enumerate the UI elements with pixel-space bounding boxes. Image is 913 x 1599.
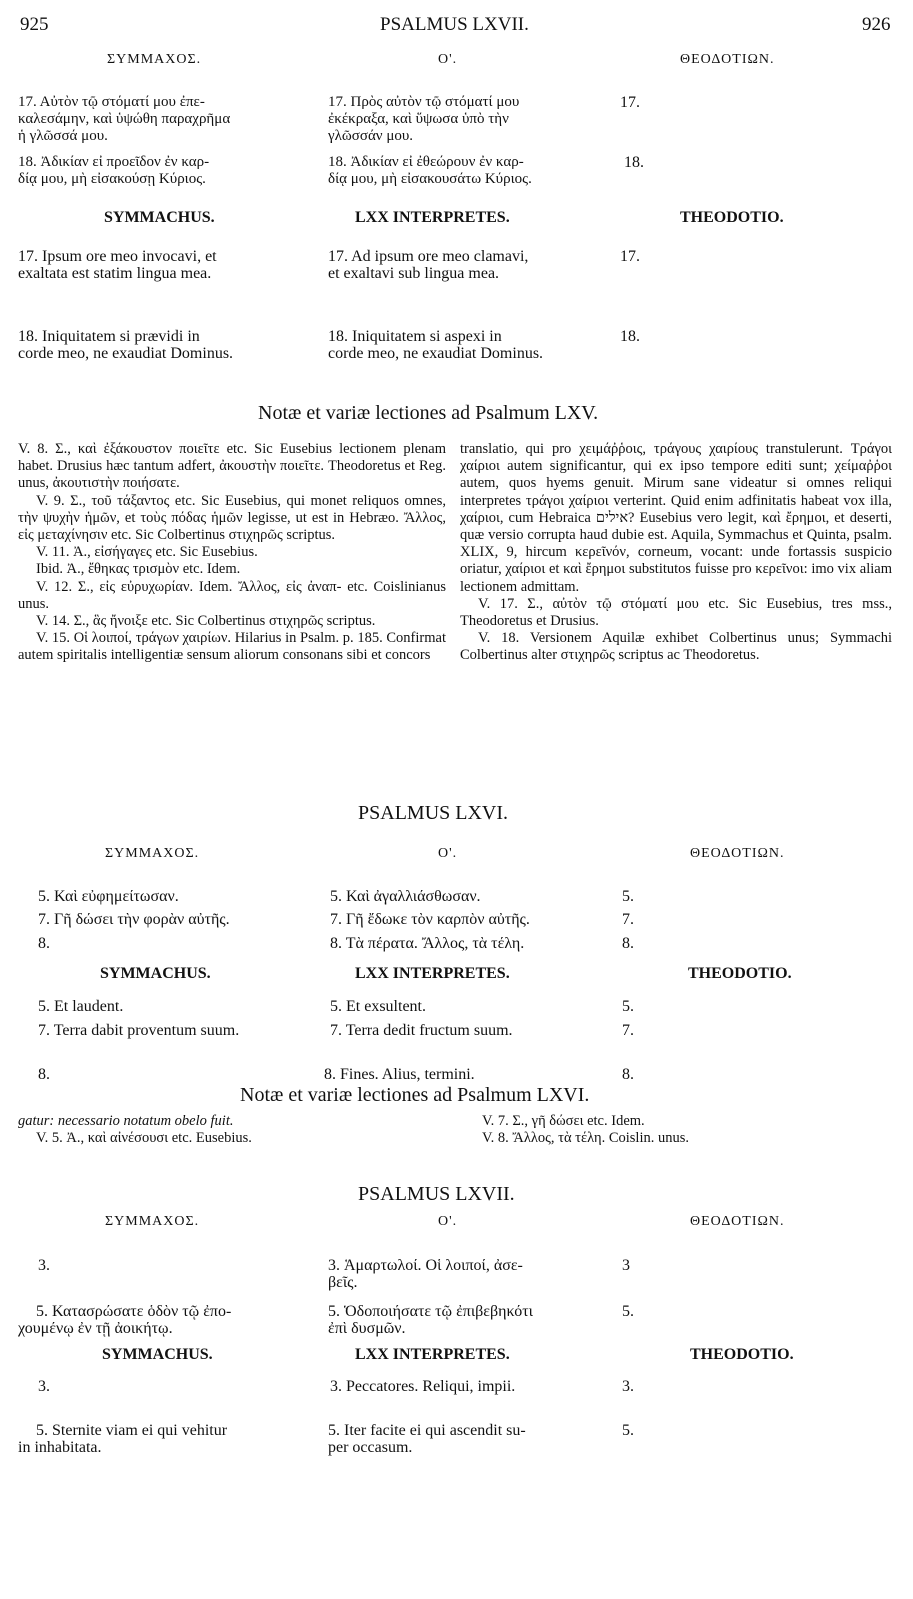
notes65-title: Notæ et variæ lectiones ad Psalmum LXV.: [258, 402, 599, 424]
col-head-lxx-gr: Ο'.: [438, 52, 458, 67]
col-head-symmachus-gr: ΣΥΜΜΑΧΟΣ.: [105, 846, 200, 861]
ps66-gr-5-theodotion: 5.: [622, 888, 634, 905]
ps66-lat-7-lxx: 7. Terra dedit fructum suum.: [330, 1022, 513, 1039]
ps65-gr-17-theodotion: 17.: [620, 94, 640, 111]
ps65-lat-18-theodotio: 18.: [620, 328, 640, 345]
ps66-gr-7-symmachus: 7. Γῆ δώσει τὴν φορὰν αὐτῆς.: [38, 911, 230, 928]
col-head-theodotio-lat: THEODOTIO.: [688, 965, 792, 982]
col-head-lxx-lat: LXX INTERPRETES.: [355, 965, 510, 982]
notes65-left-para: V. 12. Σ., εἰς εὐρυχωρίαν. Idem. Ἄλλος, εἰς ἀναπ- etc. Coislinianus unus.: [18, 578, 446, 612]
ps67-lat-3-lxx: 3. Peccatores. Reliqui, impii.: [330, 1378, 516, 1395]
notes66-left-column: [18, 1113, 458, 1147]
col-head-lxx-lat: LXX INTERPRETES.: [355, 1346, 510, 1363]
ps66-lat-5-symmachus: 5. Et laudent.: [38, 998, 124, 1015]
ps67-lat-5-theodotio: 5.: [622, 1422, 634, 1439]
notes65-right-para: translatio, qui pro χειμάῤῥοις, τράγους χαιρίους transtulerunt. Τράγοι χαίριοι autem significantur, qui ex ipso tempore editi sunt; χείμαῤῥοι autem, quos hyems genuit. Mirum sane videatur si omnes reliqui interpretes τράγοι χαίριοι verterint. Quid enim adfinitatis habeat vox illa, χαίριοι, cum Hebraica אילים? Eusebius vero legit, καὶ ἔρημοι, et deserti, quæ versio corrupta haud dubie est. Aquila, Symmachus et Quinta, psalm. XLIX, 9, hircum κερεῖνόν, corneum, vocant: unde fortassis suspicio oriatur, χαίριοι et καὶ ἔρημοι substitutos fuisse pro κερεῖνοι: imo vix aliam lectionem admittam.: [460, 441, 893, 595]
notes66-left-para: gatur: necessario notatum obelo fuit.: [18, 1113, 234, 1129]
ps66-gr-8-lxx: 8. Τὰ πέρατα. Ἄλλος, τὰ τέλη.: [330, 935, 525, 952]
ps65-lat-17-lxx: 17. Ad ipsum ore meo clamavi, et exaltavi sub lingua mea.: [328, 248, 529, 282]
notes65-right-column: [460, 441, 892, 665]
ps67-lat-3-symmachus: 3.: [38, 1378, 50, 1395]
notes65-left-column: [18, 441, 446, 665]
ps66-gr-8-symmachus: 8.: [38, 935, 50, 952]
notes65-left-para: V. 8. Σ., καὶ ἐξάκουστον ποιεῖτε etc. Sic Eusebius lectionem plenam habet. Drusius hæc tantum adfert, ἀκουστὴν ποιεῖτε. Theodoretus et Reg. unus, ἀκουτιστὴν ποιήσατε.: [18, 441, 446, 492]
ps67-lat-5-lxx: 5. Iter facite ei qui ascendit su- per occasum.: [328, 1422, 526, 1456]
col-head-lxx-gr: Ο'.: [438, 1214, 458, 1229]
page-number-right: 926: [862, 14, 891, 35]
ps67-gr-5-symmachus: 5. Κατασρώσατε ὁδὸν τῷ ἐπο- χουμένῳ ἐν τῇ ἀοικήτῳ.: [18, 1303, 232, 1337]
notes65-right-para: V. 18. Versionem Aquilæ exhibet Colbertinus unus; Symmachi Colbertinus alter στιχηρῶς scriptus ac Theodoretus.: [460, 630, 892, 664]
ps67-lat-5-symmachus: 5. Sternite viam ei qui vehitur in inhabitata.: [18, 1422, 228, 1456]
col-head-theodotio-lat: THEODOTIO.: [680, 209, 784, 226]
ps65-gr-18-theodotion: 18.: [624, 154, 644, 171]
ps65-gr-18-symmachus: 18. Ἀδικίαν εἰ προεῖδον ἐν καρ- δίᾳ μου, μὴ εἰσακούσῃ Κύριος.: [18, 154, 210, 187]
col-head-symmachus-gr: ΣΥΜΜΑΧΟΣ.: [107, 52, 202, 67]
notes65-left-para: V. 15. Οἱ λοιποί, τράγων χαιρίων. Hilarius in Psalm. p. 185. Confirmat autem spiritalis intelligentiæ sensum aliorum consonans sibi et concors: [18, 630, 446, 664]
ps66-lat-7-symmachus: 7. Terra dabit proventum suum.: [38, 1022, 240, 1039]
ps67-gr-3-lxx: 3. Ἁμαρτωλοί. Οἱ λοιποί, ἀσε- βεῖς.: [328, 1257, 523, 1291]
col-head-symmachus-lat: SYMMACHUS.: [102, 1346, 213, 1363]
ps65-gr-18-lxx: 18. Ἀδικίαν εἰ ἐθεώρουν ἐν καρ- δίᾳ μου, μὴ εἰσακουσάτω Κύριος.: [328, 154, 532, 187]
col-head-theodotion-gr: ΘΕΟΔΟΤΙΩΝ.: [680, 52, 775, 67]
col-head-theodotion-gr: ΘΕΟΔΟΤΙΩΝ.: [690, 846, 785, 861]
ps65-gr-17-symmachus: 17. Αὐτὸν τῷ στόματί μου ἐπε- καλεσάμην, καὶ ὑψώθη παραχρῆμα ἡ γλῶσσά μου.: [18, 94, 231, 144]
ps66-gr-5-symmachus: 5. Καὶ εὐφημείτωσαν.: [38, 888, 179, 905]
col-head-lxx-lat: LXX INTERPRETES.: [355, 209, 510, 226]
ps66-lat-8-theodotio: 8.: [622, 1066, 634, 1083]
col-head-theodotion-gr: ΘΕΟΔΟΤΙΩΝ.: [690, 1214, 785, 1229]
ps67-gr-3-symmachus: 3.: [38, 1257, 50, 1274]
col-head-symmachus-lat: SYMMACHUS.: [100, 965, 211, 982]
notes65-left-para: V. 14. Σ., ἃς ἤνοιξε etc. Sic Colbertinus στιχηρῶς scriptus.: [36, 613, 376, 630]
ps66-lat-5-theodotio: 5.: [622, 998, 634, 1015]
ps67-gr-5-lxx: 5. Ὁδοποιήσατε τῷ ἐπιβεβηκότι ἐπὶ δυσμῶν.: [328, 1303, 533, 1337]
notes65-left-para: V. 11. Ἀ., εἰσήγαγες etc. Sic Eusebius.: [36, 544, 258, 561]
ps67-lat-3-theodotio: 3.: [622, 1378, 634, 1395]
notes66-right-column: [482, 1113, 892, 1147]
ps66-lat-8-symmachus: 8.: [38, 1066, 50, 1083]
notes65-right-para: V. 17. Σ., αὐτὸν τῷ στόματί μου etc. Sic Eusebius, tres mss., Theodoretus et Drusius.: [460, 595, 892, 630]
notes65-left-para: Ibid. Ἀ., ἔθηκας τρισμὸν etc. Idem.: [36, 561, 241, 578]
col-head-symmachus-lat: SYMMACHUS.: [104, 209, 215, 226]
ps65-lat-18-lxx: 18. Iniquitatem si aspexi in corde meo, ne exaudiat Dominus.: [328, 328, 544, 362]
ps66-gr-7-theodotion: 7.: [622, 911, 634, 928]
ps66-gr-8-theodotion: 8.: [622, 935, 634, 952]
ps67-gr-5-theodotion: 5.: [622, 1303, 634, 1320]
ps66-lat-8-lxx: 8. Fines. Alius, termini.: [324, 1066, 475, 1083]
ps65-lat-17-symmachus: 17. Ipsum ore meo invocavi, et exaltata est statim lingua mea.: [18, 248, 217, 282]
page-number-left: 925: [20, 14, 49, 35]
col-head-lxx-gr: Ο'.: [438, 846, 458, 861]
ps65-lat-17-theodotio: 17.: [620, 248, 640, 265]
psalm67-title: PSALMUS LXVII.: [358, 1183, 515, 1205]
ps65-lat-18-symmachus: 18. Iniquitatem si prævidi in corde meo, ne exaudiat Dominus.: [18, 328, 234, 362]
ps67-gr-3-theodotion: 3: [622, 1257, 630, 1274]
running-title: PSALMUS LXVII.: [380, 14, 529, 35]
psalm66-title: PSALMUS LXVI.: [358, 802, 509, 824]
notes66-right-para: V. 7. Σ., γῆ δώσει etc. Idem.: [482, 1113, 645, 1129]
ps66-lat-5-lxx: 5. Et exsultent.: [330, 998, 426, 1015]
col-head-symmachus-gr: ΣΥΜΜΑΧΟΣ.: [105, 1214, 200, 1229]
notes66-title: Notæ et variæ lectiones ad Psalmum LXVI.: [240, 1084, 590, 1106]
notes66-left-para: V. 5. Ἀ., καὶ αἰνέσουσι etc. Eusebius.: [36, 1130, 252, 1147]
notes65-left-para: V. 9. Σ., τοῦ τάξαντος etc. Sic Eusebius, qui monet reliquos omnes, τὴν ψυχὴν ἡμῶν, et τοὺς πόδας ἡμῶν legisse, ut est in Hebræo. Ἄλλος, εἰς μεταχίνησιν etc. Sic Colbertinus στιχηρῶς scriptus.: [18, 492, 446, 544]
ps66-gr-5-lxx: 5. Καὶ ἀγαλλιάσθωσαν.: [330, 888, 481, 905]
ps65-gr-17-lxx: 17. Πρὸς αὐτὸν τῷ στόματί μου ἐκέκραξα, καὶ ὕψωσα ὑπὸ τὴν γλῶσσάν μου.: [328, 94, 520, 144]
notes66-right-para: V. 8. Ἄλλος, τὰ τέλη. Coislin. unus.: [482, 1130, 689, 1147]
ps66-lat-7-theodotio: 7.: [622, 1022, 634, 1039]
ps66-gr-7-lxx: 7. Γῆ ἔδωκε τὸν καρπὸν αὐτῆς.: [330, 911, 530, 928]
col-head-theodotio-lat: THEODOTIO.: [690, 1346, 794, 1363]
